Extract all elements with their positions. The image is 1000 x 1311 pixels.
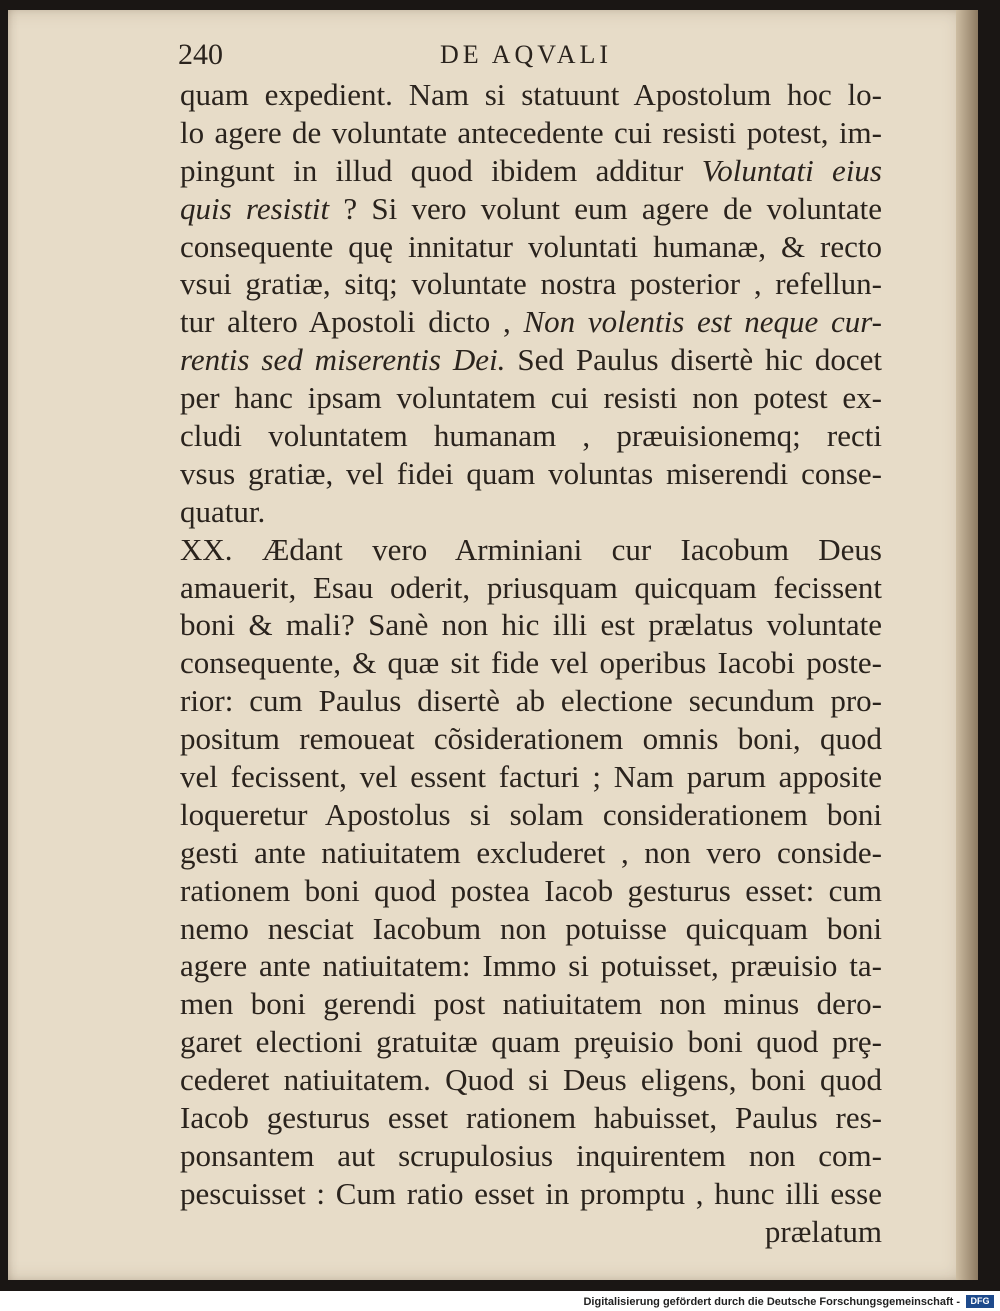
text-run: nemo nesciat Iacobum non potuisse quicquam boni <box>180 910 882 946</box>
funding-note: Digitalisierung gefördert durch die Deutsche Forschungsgemeinschaft - <box>583 1296 960 1308</box>
page-gutter-edge <box>956 10 978 1280</box>
text-line <box>180 1023 882 1061</box>
text-line <box>180 1061 882 1099</box>
italic-text: quis resistit <box>180 190 330 226</box>
text-run: rior: cum Paulus disertè ab electione secundum pro- <box>180 683 882 719</box>
text-line <box>180 834 882 872</box>
text-line <box>180 796 882 834</box>
text-run: amauerit, Esau oderit, priusquam quicquam fecissent <box>180 569 882 605</box>
text-run: positum remoueat cõsiderationem omnis boni, quod <box>180 721 882 757</box>
text-run: cederet natiuitatem. Quod si Deus eligens, boni quod <box>180 1062 882 1098</box>
text-run: boni & mali? Sanè non hic illi est prælatus voluntate <box>180 607 882 643</box>
text-run: consequente, & quæ sit fide vel operibus Iacobi poste- <box>180 645 882 681</box>
text-line <box>180 341 882 379</box>
text-line <box>180 152 882 190</box>
text-line <box>180 417 882 455</box>
text-run: Iacob gesturus esset rationem habuisset, Paulus res- <box>180 1100 882 1136</box>
book-page <box>8 10 978 1280</box>
text-run: rationem boni quod postea Iacob gesturus esset: cum <box>180 872 882 908</box>
text-line <box>180 985 882 1023</box>
text-run: gesti ante natiuitatem excluderet , non vero conside- <box>180 834 882 870</box>
text-run: lo agere de voluntate antecedente cui resisti potest, im- <box>180 114 882 150</box>
text-line <box>180 265 882 303</box>
text-line <box>180 1099 882 1137</box>
text-run: Sed Paulus disertè hic docet <box>505 342 882 378</box>
text-line <box>180 114 882 152</box>
text-run: loqueretur Apostolus si solam considerationem boni <box>180 796 882 832</box>
dfg-logo: DFG <box>966 1295 994 1308</box>
text-line <box>180 910 882 948</box>
text-run: quam expedient. Nam si statuunt Apostolum hoc lo- <box>180 77 882 112</box>
text-run: XX. Ædant vero Arminiani cur Iacobum Deus <box>180 531 882 567</box>
text-run: consequente quę innitatur voluntati humanæ, & recto <box>180 228 882 264</box>
text-line <box>180 872 882 910</box>
page-header <box>178 38 878 78</box>
text-run: pescuisset : Cum ratio esset in promptu , hunc illi esse <box>180 1175 882 1211</box>
text-line <box>180 531 882 569</box>
text-run: per hanc ipsam voluntatem cui resisti non potest ex- <box>180 380 882 416</box>
text-run: ? Si vero volunt eum agere de voluntate <box>329 190 882 226</box>
text-run: vsus gratiæ, vel fidei quam voluntas miserendi conse- <box>180 455 882 491</box>
text-run: agere ante natiuitatem: Immo si potuisset, præuisio ta- <box>180 948 882 984</box>
text-line <box>180 606 882 644</box>
text-run: vsui gratiæ, sitq; voluntate nostra posterior , refellun- <box>180 266 882 302</box>
text-line <box>180 228 882 266</box>
text-line <box>180 1175 882 1213</box>
text-run: cludi voluntatem humanam , præuisionemq; recti <box>180 418 882 454</box>
text-line <box>180 1137 882 1175</box>
text-line <box>180 682 882 720</box>
text-line <box>180 379 882 417</box>
text-run: garet electioni gratuitæ quam prȩuisio boni quod prȩ- <box>180 1024 882 1060</box>
italic-text: Voluntati eius <box>701 152 882 188</box>
text-line <box>180 758 882 796</box>
text-run: tur altero Apostoli dicto , <box>180 304 524 340</box>
text-run: pingunt in illud quod ibidem additur <box>180 152 702 188</box>
text-line <box>180 720 882 758</box>
text-line <box>180 190 882 228</box>
italic-text: Non volentis est neque cur- <box>523 304 882 340</box>
text-line <box>180 76 882 114</box>
digitization-footer <box>0 1291 1000 1311</box>
running-head: DE AQVALI <box>440 40 613 69</box>
text-line <box>180 1213 882 1251</box>
text-run: prælatum <box>764 1213 882 1249</box>
text-line <box>180 455 882 493</box>
text-run: vel fecissent, vel essent facturi ; Nam parum apposite <box>180 759 882 795</box>
text-line <box>180 303 882 341</box>
text-line <box>180 493 882 531</box>
page-number: 240 <box>178 38 223 71</box>
text-line <box>180 644 882 682</box>
text-run: quatur. <box>180 493 266 529</box>
body-text <box>180 76 882 1251</box>
italic-text: rentis sed miserentis Dei. <box>180 342 506 378</box>
text-line <box>180 947 882 985</box>
text-run: men boni gerendi post natiuitatem non minus dero- <box>180 986 882 1022</box>
text-line <box>180 569 882 607</box>
text-run: ponsantem aut scrupulosius inquirentem non com- <box>180 1137 882 1173</box>
